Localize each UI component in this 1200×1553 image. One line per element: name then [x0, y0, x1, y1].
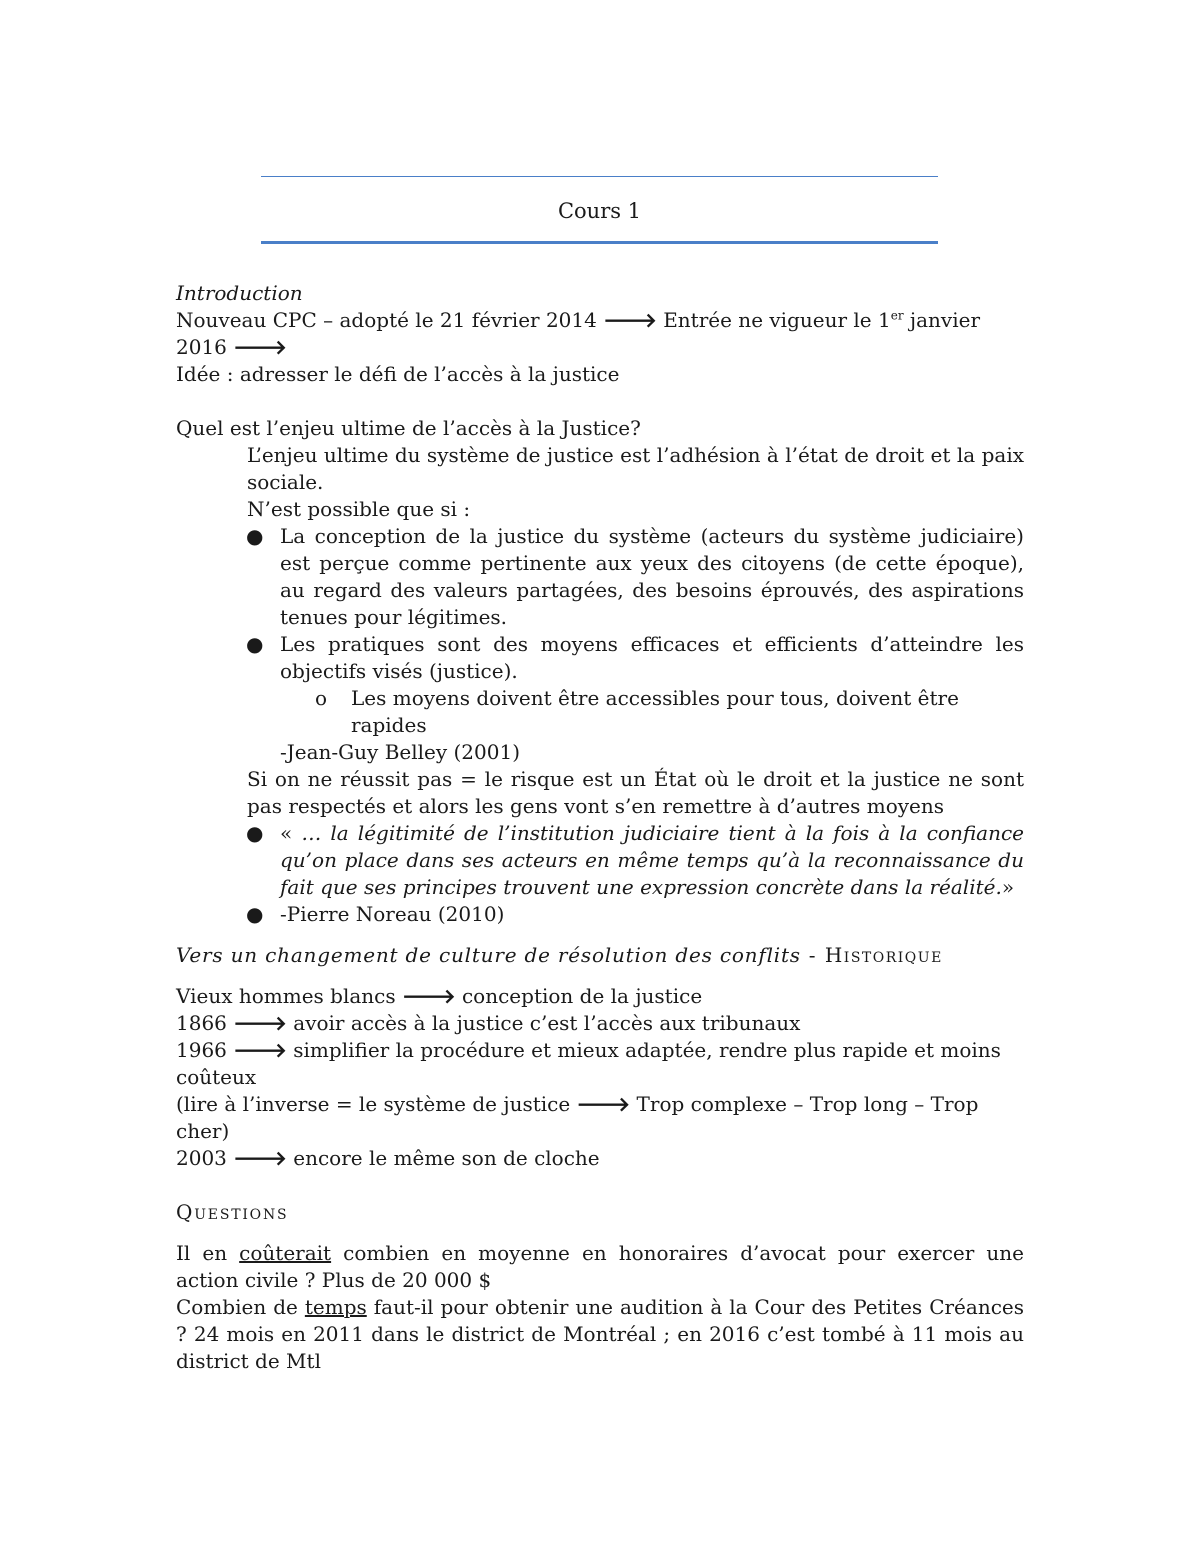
enjeu-condition: N’est possible que si :: [247, 497, 471, 521]
history-line: 1966 🡒 simplifier la procédure et mieux adaptée, rendre plus rapide et moins coûteux: [176, 1038, 1001, 1089]
bullet-dot-icon: ●: [246, 524, 264, 548]
enjeu-risk: Si on ne réussit pas = le risque est un État où le droit et la justice ne sont pas respectés et alors les gens vont s’en remettre à d’autres moyens: [247, 767, 1024, 818]
list-item: ● La conception de la justice du système (acteurs du système judiciaire) est perçue comme pertinente aux yeux des citoyens (de cette époque), au regard des valeurs partagées, des besoins éprouvés, des aspirations tenues pour légitimes.: [246, 524, 1024, 629]
question-time: Combien de temps faut-il pour obtenir une audition à la Cour des Petites Créances ? 24 mois en 2011 dans le district de Montréal ; en 2016 c’est tombé à 11 mois au district de Mtl: [176, 1295, 1024, 1373]
bullet-dot-icon: ●: [246, 902, 264, 926]
quote-item: ● « … la légitimité de l’institution judiciaire tient à la fois à la confiance qu’on place dans ses acteurs en même temps qu’à la reconnaissance du fait que ses principes trouvent une expression concrète dans la réalité.»: [246, 821, 1025, 899]
document-body: [176, 280, 1024, 1375]
intro-line-cpc: Nouveau CPC – adopté le 21 février 2014 🡒 Entrée ne vigueur le 1er janvier 2016 🡒: [176, 308, 981, 359]
circle-bullet-icon: o: [315, 686, 328, 710]
arrow-right-icon: 🡒: [233, 335, 287, 359]
section-heading-historique: Vers un changement de culture de résolution des conflits - Historique: [176, 943, 943, 967]
page-title: Cours 1: [557, 199, 642, 223]
list-item: ● Les pratiques sont des moyens efficaces et efficients d’atteindre les objectifs visés (justice).: [246, 632, 1024, 683]
intro-heading: Introduction: [176, 281, 303, 305]
enjeu-answer: L’enjeu ultime du système de justice est l’adhésion à l’état de droit et la paix sociale.: [247, 443, 1024, 494]
section-heading-questions: Questions: [176, 1200, 289, 1224]
header-bottom-rule: [261, 241, 938, 244]
bullet-dot-icon: ●: [246, 821, 264, 845]
arrow-right-icon: 🡒: [603, 308, 657, 332]
author-citation: ● -Pierre Noreau (2010): [246, 902, 505, 926]
arrow-right-icon: 🡒: [233, 1011, 287, 1035]
history-line: 2003 🡒 encore le même son de cloche: [176, 1146, 600, 1170]
history-line: 1866 🡒 avoir accès à la justice c’est l’accès aux tribunaux: [176, 1011, 801, 1035]
enjeu-question: Quel est l’enjeu ultime de l’accès à la Justice?: [176, 416, 641, 440]
bullet-dot-icon: ●: [246, 632, 264, 656]
intro-line-idee: Idée : adresser le défi de l’accès à la justice: [176, 362, 620, 386]
question-cost: Il en coûterait combien en moyenne en honoraires d’avocat pour exercer une action civile ? Plus de 20 000 $: [176, 1241, 1024, 1292]
history-line: Vieux hommes blancs 🡒 conception de la justice: [176, 984, 703, 1008]
arrow-right-icon: 🡒: [233, 1038, 287, 1062]
arrow-right-icon: 🡒: [233, 1146, 287, 1170]
history-line-inverse: (lire à l’inverse = le système de justice 🡒 Trop complexe – Trop long – Trop cher): [176, 1092, 979, 1143]
arrow-right-icon: 🡒: [576, 1092, 631, 1116]
header-top-rule: [261, 176, 938, 177]
arrow-right-icon: 🡒: [401, 984, 456, 1008]
sub-list-item: o Les moyens doivent être accessibles pour tous, doivent être rapides: [315, 686, 959, 737]
author-citation: -Jean-Guy Belley (2001): [280, 740, 521, 764]
